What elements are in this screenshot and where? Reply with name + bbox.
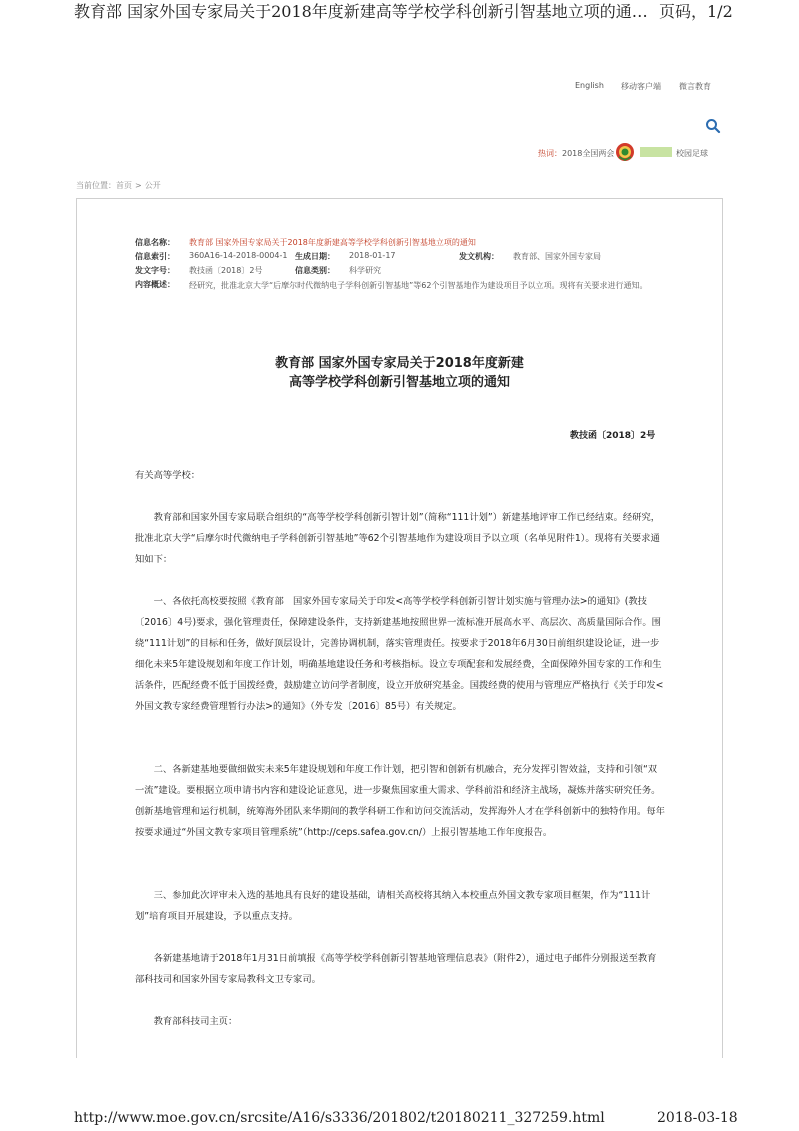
document-paragraph-5 bbox=[135, 948, 665, 990]
meta-date-value: 2018-01-17 bbox=[349, 251, 396, 260]
document-title bbox=[76, 354, 723, 392]
hot-word-lianghui[interactable]: 2018全国两会 bbox=[562, 149, 615, 158]
print-header-page: 页码，1/2 bbox=[659, 2, 733, 21]
salutation-text: 有关高等学校： bbox=[135, 470, 201, 481]
meta-category-value: 科学研究 bbox=[349, 266, 381, 275]
hot-banner-image[interactable] bbox=[640, 147, 672, 157]
meta-issuer-key: 发文机构： bbox=[459, 252, 499, 261]
print-header bbox=[0, 0, 799, 24]
paragraph-6-text: 教育部科技司主页： bbox=[153, 1016, 238, 1027]
print-footer-url: http://www.moe.gov.cn/srcsite/A16/s3336/201802/t20180211_327259.html bbox=[74, 1110, 605, 1126]
breadcrumb-separator: > bbox=[135, 181, 142, 190]
document-salutation bbox=[135, 465, 665, 486]
document-title-line1: 教育部 国家外国专家局关于2018年度新建 bbox=[275, 356, 524, 371]
paragraph-3-text: 二、各新建基地要做细做实未来5年建设规划和年度工作计划，把引智和创新有机融合，充分发挥引智效益，支持和引领“双一流”建设。要根据立项申请书内容和建设论证意见，进一步聚焦国家重大需求、学科前沿和经济主战场，凝炼并落实研究任务。创新基地管理和运行机制，统筹海外团队来华期间的教学科研工作和访问交流活动，发挥海外人才在学科创新中的独特作用。每年按要求通过“外国文教专家项目管理系统”（http://ceps.safea.gov.cn/）上报引智基地工作年度报告。 bbox=[135, 764, 665, 838]
print-footer bbox=[0, 1110, 799, 1130]
meta-summary-value: 经研究，批准北京大学“后摩尔时代微纳电子学科创新引智基地”等62个引智基地作为建设项目予以立项。现将有关要求进行通知。 bbox=[189, 281, 648, 290]
english-link[interactable]: English bbox=[575, 81, 604, 90]
print-footer-date: 2018-03-18 bbox=[657, 1110, 738, 1126]
meta-index-key: 信息索引： bbox=[135, 252, 175, 261]
hot-words-label: 热词： bbox=[538, 149, 562, 158]
meta-row-summary bbox=[135, 279, 675, 309]
meta-index-value: 360A16-14-2018-0004-1 bbox=[189, 251, 288, 260]
meta-docno-value: 教技函〔2018〕2号 bbox=[189, 266, 263, 275]
meta-row-title bbox=[135, 237, 675, 251]
breadcrumb bbox=[76, 180, 161, 191]
paragraph-4-text: 三、参加此次评审未入选的基地具有良好的建设基础，请相关高校将其纳入本校重点外国文教专家项目框架，作为“111计划”培育项目开展建设，予以重点支持。 bbox=[135, 890, 651, 922]
breadcrumb-home-link[interactable]: 首页 bbox=[116, 181, 132, 190]
breadcrumb-label: 当前位置： bbox=[76, 181, 116, 190]
meta-row-index bbox=[135, 251, 675, 265]
meta-summary-key: 内容概述： bbox=[135, 280, 175, 289]
meta-issuer-value: 教育部、国家外国专家局 bbox=[513, 252, 601, 261]
hot-words-bar bbox=[0, 146, 799, 162]
meta-category-key: 信息类别： bbox=[295, 266, 335, 275]
meta-title-key: 信息名称： bbox=[135, 238, 175, 247]
meta-row-docno bbox=[135, 265, 675, 279]
document-number: 教技函〔2018〕2号 bbox=[570, 431, 656, 441]
document-paragraph-6 bbox=[135, 1011, 665, 1032]
document-paragraph-1 bbox=[135, 507, 665, 570]
document-title-line2: 高等学校学科创新引智基地立项的通知 bbox=[288, 375, 510, 390]
print-header-title: 教育部 国家外国专家局关于2018年度新建高等学校学科创新引智基地立项的通… bbox=[74, 2, 648, 21]
breadcrumb-current[interactable]: 公开 bbox=[144, 181, 161, 190]
meta-docno-key: 发文字号： bbox=[135, 266, 175, 275]
document-paragraph-2 bbox=[135, 591, 665, 717]
emblem-icon[interactable] bbox=[615, 142, 635, 162]
paragraph-5-text: 各新建基地请于2018年1月31日前填报《高等学校学科创新引智基地管理信息表》（附件2），通过电子邮件分别报送至教育部科技司和国家外国专家局教科文卫专家司。 bbox=[135, 953, 657, 985]
mobile-client-link[interactable]: 移动客户端 bbox=[621, 82, 661, 91]
document-paragraph-4 bbox=[135, 885, 665, 927]
meta-date-key: 生成日期： bbox=[295, 252, 335, 261]
paragraph-1-text: 教育部和国家外国专家局联合组织的“高等学校学科创新引智计划”（简称“111计划”）新建基地评审工作已经结束。经研究，批准北京大学“后摩尔时代微纳电子学科创新引智基地”等62个引智基地作为建设项目予以立项（名单见附件1）。现将有关要求通知如下： bbox=[135, 512, 661, 565]
paragraph-2-text: 一、各依托高校要按照《教育部 国家外国专家局关于印发<高等学校学科创新引智计划实施与管理办法>的通知》(教技〔2016〕4号)要求，强化管理责任，保障建设条件，支持新建基地按照世界一流标准开展高水平、高层次、高质量国际合作。围绕“111计划”的目标和任务，做好顶层设计，完善协调机制，落实管理责任。按要求于2018年6月30日前组织建设论证，进一步细化未来5年建设规划和年度工作计划，明确基地建设任务和考核指标。设立专项配套和发展经费，全面保障外国专家的工作和生活条件，匹配经费不低于国拨经费，鼓励建立访问学者制度，设立开放研究基金。国拨经费的使用与管理应严格执行《关于印发<外国文教专家经费管理暂行办法>的通知》（外专发〔2016〕85号）有关规定。 bbox=[135, 596, 664, 712]
hot-word-campus-football[interactable]: 校园足球 bbox=[676, 149, 708, 158]
document-paragraph-3 bbox=[135, 759, 665, 843]
top-links bbox=[0, 81, 799, 95]
wechat-link[interactable]: 微言教育 bbox=[679, 82, 711, 91]
search-icon[interactable] bbox=[705, 118, 721, 134]
document-meta-table bbox=[135, 237, 675, 309]
meta-title-value: 教育部 国家外国专家局关于2018年度新建高等学校学科创新引智基地立项的通知 bbox=[189, 238, 476, 247]
